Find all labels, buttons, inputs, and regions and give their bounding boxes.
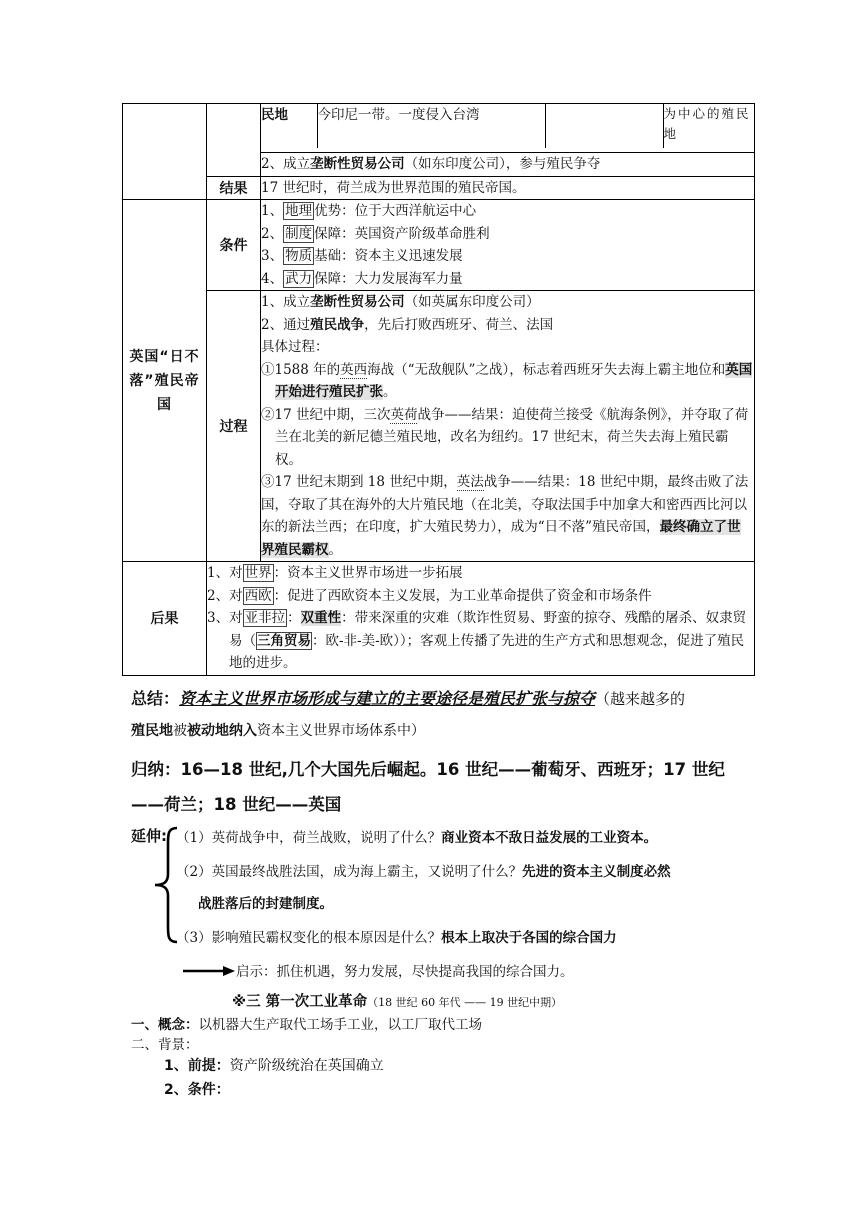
company-bold: 垄断性贸易公司 <box>310 156 405 172</box>
extension-a2-cont: 战胜落后的封建制度。 <box>198 896 333 912</box>
condition-line: 2、条件： <box>164 1082 230 1098</box>
condition-item: 1、 地理 优势：位于大西洋航运中心 <box>261 203 477 219</box>
table-row-conditions <box>123 200 755 291</box>
summary-main: 资本主义世界市场形成与建立的主要途径是殖民扩张与掠夺 <box>179 689 596 708</box>
section3-period: （18 世纪 60 年代 —— 19 世纪中期） <box>367 996 563 1009</box>
condition-item: 2、 制度 保障：英国资产阶级革命胜利 <box>261 225 490 242</box>
colony-subtable <box>261 104 755 148</box>
condition-item: 3、 物质 基础：资本主义迅速发展 <box>261 248 463 264</box>
section3-heading <box>232 990 562 1011</box>
process-step-3: ③17 世纪末期到 18 世纪中期，英法战争——结果：18 世纪中期，最终击败了法国，夺取了其在海外的大片殖民地（在北美，夺取法国手中加拿大和密西西比河以东的新法兰西；在印度，扩大殖民势力），成为“日不落”殖民帝国，最终确立了世界殖民霸权。 <box>261 474 749 558</box>
summary-label: 总结： <box>131 689 180 708</box>
process-step-2: ②17 世纪中期，三次英荷战争——结果：迫使荷兰接受《航海条例》，并夺取了荷兰在北美的新尼德兰殖民地，改名为纽约。17 世纪末，荷兰失去海上殖民霸权。 <box>261 406 749 468</box>
colony-center: 为中心的殖民地 <box>663 104 755 148</box>
summary-line-2: 殖民地被被动地纳入资本主义世界市场体系中） <box>131 723 425 739</box>
extension-insight: 启示：抓住机遇，努力发展，尽快提高我国的综合国力。 <box>236 964 574 980</box>
colonial-empire-table <box>122 103 755 676</box>
conditions-label: 条件 <box>207 200 261 291</box>
colony-empty-cell <box>545 104 663 148</box>
table-row-colony <box>123 104 755 153</box>
result-label: 结果 <box>207 176 261 200</box>
consequence-item: 2、对 西欧 ：促进了西欧资本主义发展，为工业革命提供了资金和市场条件 <box>207 587 652 604</box>
section3-title: ※三 第一次工业革命 <box>232 994 368 1010</box>
conclusion-line-1: 归纳：16—18 世纪,几个大国先后崛起。16 世纪——葡萄牙、西班牙；17 世纪 <box>131 760 725 779</box>
process-text: 1、成立垄断性贸易公司（如英属东印度公司） 2、通过殖民战争，先后打败西班牙、荷兰、法国 具体过程： ①1588 年的英西海战（“无敌舰队”之战），标志着西班牙失去海上霸主地位和英国开始进行殖民扩张。 ②17 世纪中期，三次英荷战争——结果：迫使荷兰接受《航海条例》，并夺取了荷兰在北美的新尼德兰殖民地，改名为纽约。17 世纪末，荷兰失去海上殖民霸权。 ③17 世纪末期到 18 世纪中期，英法战争——结果：18 世纪中期，最终击败了法国，夺取了其在海外的大片殖民地（在北美，夺取法国手中加拿大和密西西比河以东的新法兰西；在印度，扩大殖民势力），成为“日不落”殖民帝国，最终确立了世界殖民霸权。 <box>261 291 755 562</box>
colony-region: 今印尼一带。一度侵入台湾 <box>317 104 545 148</box>
conditions-list <box>261 200 755 291</box>
result-text: 17 世纪时，荷兰成为世界范围的殖民帝国。 <box>261 176 755 200</box>
consequence-item: 1、对 世界 ：资本主义世界市场进一步拓展 <box>207 565 463 581</box>
premise-line: 1、前提：资产阶级统治在英国确立 <box>164 1058 384 1074</box>
process-label: 过程 <box>207 291 261 562</box>
extension-q1: （1）英荷战争中，荷兰战败，说明了什么？商业资本不敌日益发展的工业资本。 <box>176 830 658 846</box>
table-row-consequence <box>123 562 755 676</box>
consequence-text <box>207 562 755 676</box>
extension-q2: （2）英国最终战胜法国，成为海上霸主，又说明了什么？先进的资本主义制度必然 <box>176 864 671 880</box>
condition-item: 4、 武力 保障：大力发展海军力量 <box>261 270 463 287</box>
consequence-label: 后果 <box>123 562 207 676</box>
concept-line: 一、概念：以机器大生产取代工场手工业，以工厂取代工场 <box>131 1017 482 1033</box>
table-row-process <box>123 291 755 562</box>
england-label: 英国“日不落”殖民帝国 <box>123 200 207 562</box>
extension-q3: （3）影响殖民霸权变化的根本原因是什么？根本上取决于各国的综合国力 <box>176 930 617 946</box>
company-text: 2、成立垄断性贸易公司（如东印度公司），参与殖民争夺 <box>261 153 755 177</box>
extension-label: 延伸: <box>131 827 167 845</box>
summary-line-1: 总结：资本主义世界市场形成与建立的主要途径是殖民扩张与掠夺（越来越多的 <box>131 689 686 708</box>
background-line: 二、背景： <box>131 1037 199 1053</box>
colony-label: 民地 <box>261 107 288 123</box>
table-row-result <box>123 176 755 200</box>
right-arrow-icon <box>183 966 235 976</box>
process-step-1: ①1588 年的英西海战（“无敌舰队”之战），标志着西班牙失去海上霸主地位和英国开始进行殖民扩张。 <box>261 361 753 400</box>
consequence-item: 3、对 亚非拉 ：双重性：带来深重的灾难（欺诈性贸易、野蛮的掠夺、残酷的屠杀、奴隶贸易（三角贸易：欧-非-美-欧））；客观上传播了先进的生产方式和思想观念，促进了殖民地的进步。 <box>207 610 747 671</box>
conclusion-line-2: ——荷兰；18 世纪——英国 <box>131 795 342 814</box>
